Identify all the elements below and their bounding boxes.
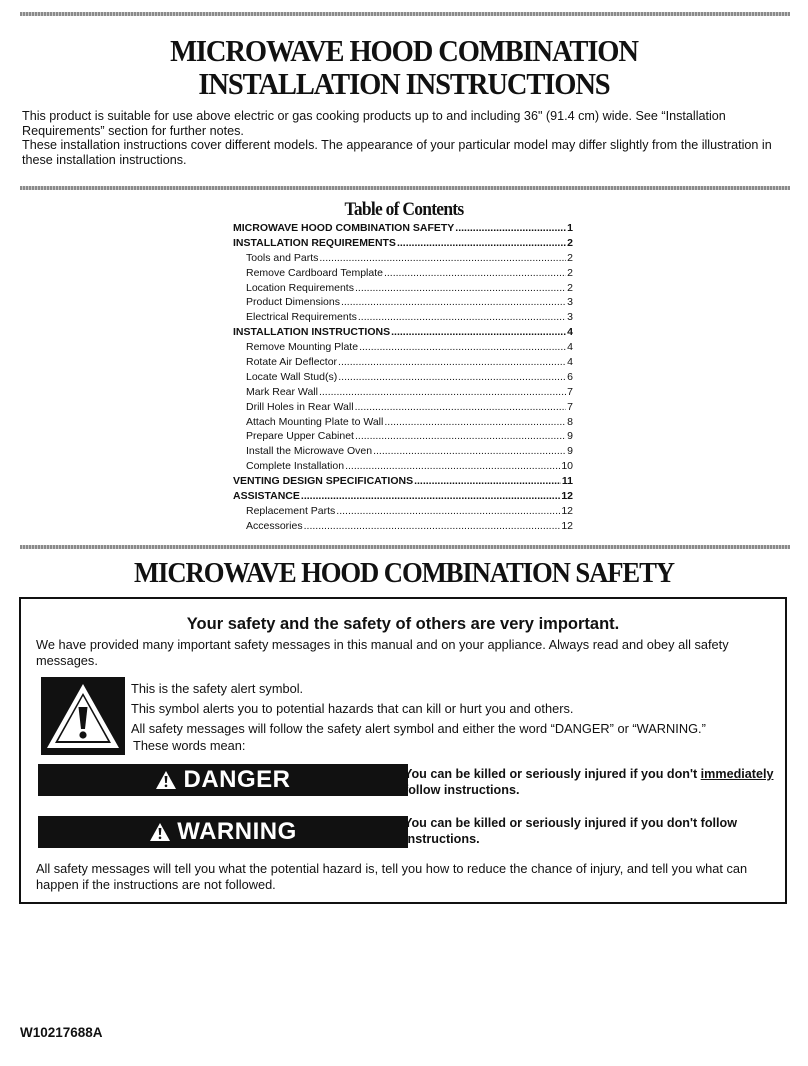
toc-entry-label: Tools and Parts (246, 251, 319, 264)
toc-top-divider (20, 186, 790, 190)
toc-entry-label: Install the Microwave Oven (246, 445, 373, 458)
toc-entry (233, 341, 573, 356)
toc-entry-page: 3 (567, 311, 573, 324)
toc-entry (233, 267, 573, 282)
table-of-contents (233, 222, 573, 535)
toc-leader-dots (355, 282, 566, 294)
toc-entry-page: 4 (567, 326, 573, 339)
danger-desc-emphasis: immediately (700, 767, 774, 781)
warning-desc-line1: You can be killed or seriously injured if you don't follow (404, 816, 738, 830)
warning-desc-line2: instructions. (404, 832, 480, 846)
toc-entry (233, 445, 573, 460)
toc-entry-label: Complete Installation (246, 460, 345, 473)
symbol-line-4: These words mean: (133, 738, 246, 753)
toc-leader-dots (319, 252, 566, 264)
toc-entry-label: Remove Mounting Plate (246, 341, 359, 354)
warning-triangle-icon (155, 770, 177, 790)
toc-leader-dots (345, 460, 560, 472)
toc-entry-page: 3 (567, 296, 573, 309)
warning-label: WARNING (177, 818, 297, 845)
toc-entry-page: 7 (567, 385, 573, 398)
toc-title: Table of Contents (344, 199, 464, 220)
toc-entry (233, 416, 573, 431)
intro-paragraph-1: This product is suitable for use above electric or gas cooking products up to and including 36" (91.4 cm) wide. See “Installation Requirements” section for further notes. (22, 109, 726, 138)
safety-box-title: Your safety and the safety of others are very important. (186, 615, 620, 633)
toc-entry-label: Attach Mounting Plate to Wall (246, 415, 384, 428)
danger-label: DANGER (183, 766, 291, 793)
toc-entry (233, 296, 573, 311)
toc-entry-page: 12 (561, 504, 573, 517)
toc-leader-dots (338, 356, 566, 368)
toc-leader-dots (355, 430, 566, 442)
toc-entry-label: Prepare Upper Cabinet (246, 430, 354, 443)
toc-leader-dots (373, 445, 566, 457)
toc-entry (233, 282, 573, 297)
top-divider (20, 12, 790, 16)
toc-leader-dots (341, 296, 566, 308)
toc-entry (233, 371, 573, 386)
toc-entry (233, 460, 573, 475)
toc-entry (233, 326, 573, 341)
toc-leader-dots (336, 505, 560, 517)
toc-entry-label: Locate Wall Stud(s) (246, 370, 338, 383)
toc-entry (233, 311, 573, 326)
toc-entry (233, 252, 573, 267)
toc-entry-page: 1 (567, 222, 573, 234)
toc-entry (233, 356, 573, 371)
toc-entry (233, 490, 573, 505)
toc-entry-label: Mark Rear Wall (246, 385, 318, 398)
toc-leader-dots (355, 401, 567, 413)
toc-leader-dots (391, 326, 566, 338)
toc-entry-label: VENTING DESIGN SPECIFICATIONS (233, 475, 414, 488)
toc-entry-label: Accessories (246, 519, 303, 532)
toc-entry-page: 12 (561, 519, 573, 532)
toc-entry-page: 2 (567, 266, 573, 279)
toc-entry-page: 2 (567, 236, 573, 249)
toc-entry-page: 2 (567, 281, 573, 294)
toc-entry-label: ASSISTANCE (233, 490, 300, 503)
toc-leader-dots (301, 490, 560, 502)
toc-entry-label: Electrical Requirements (246, 311, 357, 324)
toc-entry-label: Remove Cardboard Template (246, 266, 383, 279)
main-title-line1: MICROWAVE HOOD COMBINATION (170, 33, 638, 68)
toc-entry (233, 475, 573, 490)
toc-entry-label: INSTALLATION REQUIREMENTS (233, 236, 396, 249)
safety-closing: All safety messages will tell you what the potential hazard is, tell you how to reduce the chance of injury, and tell you what can happen if the instructions are not followed. (36, 861, 748, 892)
danger-description (404, 766, 774, 798)
toc-leader-dots (359, 341, 566, 353)
toc-entry-page: 11 (561, 475, 573, 488)
toc-entry-page: 4 (567, 341, 573, 354)
toc-entry-label: Rotate Air Deflector (246, 356, 338, 369)
toc-entry-page: 9 (567, 445, 573, 458)
toc-leader-dots (338, 371, 566, 383)
toc-leader-dots (319, 386, 566, 398)
toc-leader-dots (384, 267, 566, 279)
intro-paragraph-2: These installation instructions cover different models. The appearance of your particular model may differ slightly from the illustration in these installation instructions. (22, 138, 772, 167)
warning-description (404, 815, 774, 847)
document-number: W10217688A (20, 1025, 103, 1040)
symbol-line-2: This symbol alerts you to potential hazards that can kill or hurt you and others. (131, 701, 574, 716)
toc-entry-label: MICROWAVE HOOD COMBINATION SAFETY (233, 222, 455, 234)
toc-entry-label: INSTALLATION INSTRUCTIONS (233, 326, 391, 339)
danger-banner (38, 764, 408, 796)
toc-entry-page: 7 (567, 400, 573, 413)
danger-desc-end: follow instructions. (404, 783, 520, 797)
toc-entry (233, 222, 573, 237)
toc-leader-dots (397, 237, 566, 249)
toc-leader-dots (384, 416, 566, 428)
toc-leader-dots (358, 311, 566, 323)
toc-leader-dots (414, 475, 561, 487)
toc-entry-label: Product Dimensions (246, 296, 340, 309)
toc-leader-dots (304, 520, 561, 532)
safety-heading: MICROWAVE HOOD COMBINATION SAFETY (134, 557, 674, 589)
toc-entry-page: 6 (567, 370, 573, 383)
toc-entry (233, 237, 573, 252)
toc-entry (233, 401, 573, 416)
toc-entry-page: 4 (567, 356, 573, 369)
safety-box (19, 597, 787, 904)
toc-entry-label: Location Requirements (246, 281, 354, 294)
warning-triangle-icon (41, 677, 125, 755)
toc-entry (233, 505, 573, 520)
toc-entry (233, 520, 573, 535)
toc-entry-label: Drill Holes in Rear Wall (246, 400, 354, 413)
warning-banner (38, 816, 408, 848)
warning-triangle-icon (149, 822, 171, 842)
toc-leader-dots (455, 222, 566, 234)
toc-entry-page: 12 (561, 490, 573, 503)
toc-entry-label: Replacement Parts (246, 504, 336, 517)
toc-entry (233, 430, 573, 445)
toc-entry (233, 386, 573, 401)
intro-text (22, 109, 787, 167)
symbol-line-1: This is the safety alert symbol. (131, 681, 304, 696)
toc-entry-page: 2 (567, 251, 573, 264)
toc-bottom-divider (20, 545, 790, 549)
safety-intro: We have provided many important safety messages in this manual and on your appliance. Always read and obey all safety messages. (36, 637, 729, 668)
symbol-line-3: All safety messages will follow the safety alert symbol and either the word “DANGER” or “WARNING.” (131, 721, 706, 736)
main-title-line2: INSTALLATION INSTRUCTIONS (198, 66, 610, 101)
toc-entry-page: 8 (567, 415, 573, 428)
danger-desc-start: You can be killed or seriously injured if you don't (404, 767, 701, 781)
safety-alert-symbol (41, 677, 125, 755)
toc-entry-page: 10 (561, 460, 573, 473)
toc-entry-page: 9 (567, 430, 573, 443)
